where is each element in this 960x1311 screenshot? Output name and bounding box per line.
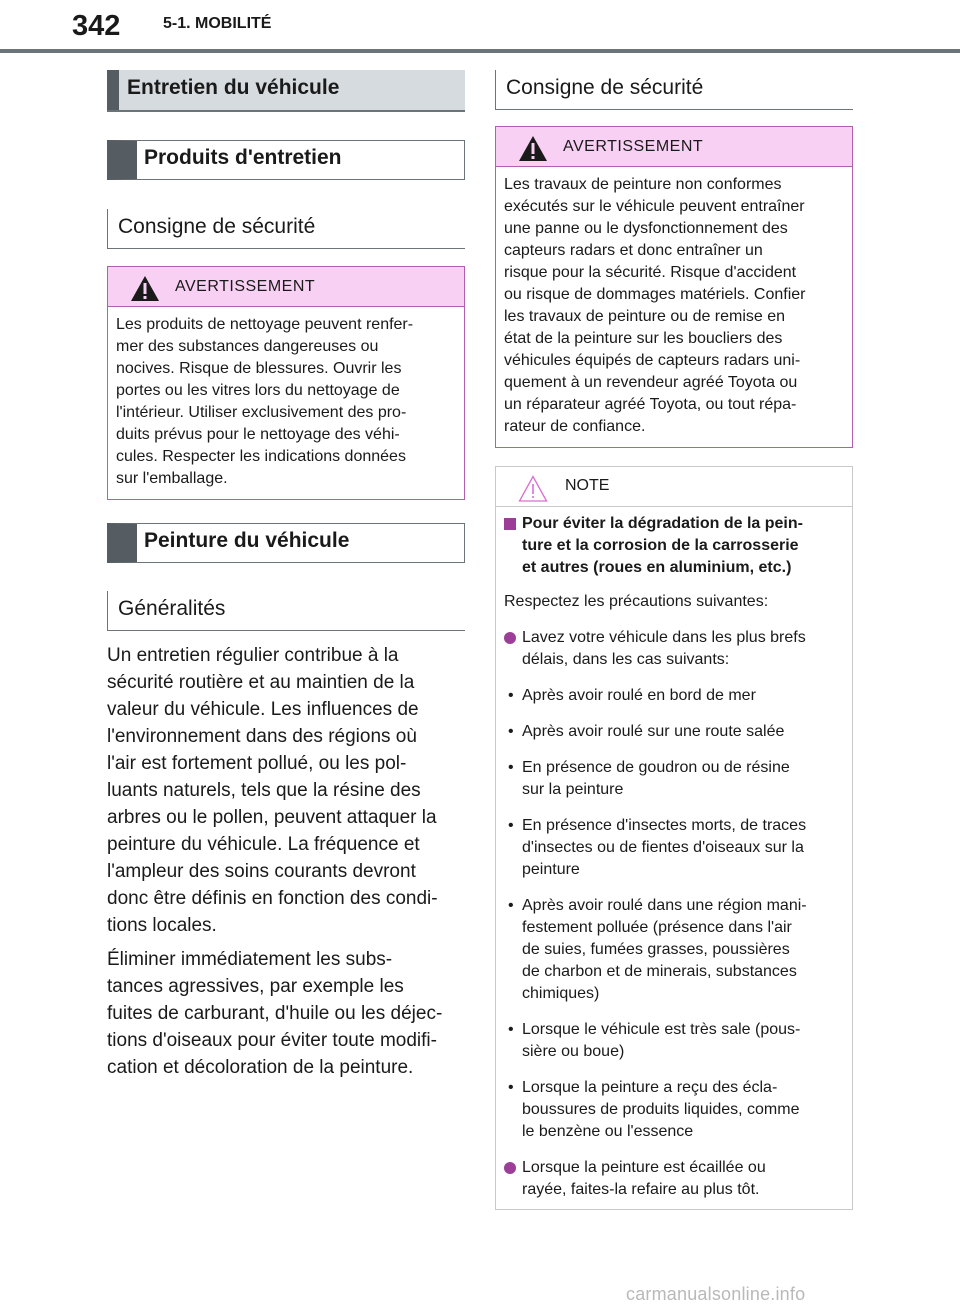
warning-line: capteurs radars et donc entraîner un <box>504 242 763 259</box>
note-body <box>496 507 852 1209</box>
note-line: Lorsque la peinture est écaillée ou <box>522 1159 766 1176</box>
paragraph-entretien <box>107 642 465 939</box>
note-line: délais, dans les cas suivants: <box>522 651 730 668</box>
minor-heading-generalites: Généralités <box>107 591 465 631</box>
paragraph-line: l'ampleur des soins courants devront <box>107 861 416 882</box>
bullet-icon: • <box>508 897 514 914</box>
note-line: En présence d'insectes morts, de traces <box>522 817 807 834</box>
note-intro: Respectez les précautions suivantes: <box>504 593 769 610</box>
warning-line: quement à un revendeur agréé Toyota ou <box>504 374 798 391</box>
paragraph-line: tances agressives, par exemple les <box>107 976 404 997</box>
note-line: sur la peinture <box>522 781 624 798</box>
paragraph-line: arbres ou le pollen, peuvent attaquer la <box>107 807 437 828</box>
note-line: Après avoir roulé dans une région mani- <box>522 897 807 914</box>
bullet-icon: • <box>508 759 514 776</box>
warning-line: un réparateur agréé Toyota, ou tout répa- <box>504 396 797 413</box>
warning-line: exécutés sur le véhicule peuvent entraîner <box>504 198 805 215</box>
warning-line: nocives. Risque de blessures. Ouvrir les <box>116 360 402 377</box>
warning-line: mer des substances dangereuses ou <box>116 338 379 355</box>
warning-box <box>495 126 853 448</box>
paragraph-line: Éliminer immédiatement les subs- <box>107 949 393 970</box>
section-label: 5-1. MOBILITÉ <box>163 15 272 32</box>
watermark: carmanualsonline.info <box>626 1284 806 1304</box>
warning-line: Les produits de nettoyage peuvent renfer- <box>116 316 414 333</box>
left-column <box>107 70 465 1081</box>
paragraph-line: luants naturels, tels que la résine des <box>107 780 421 801</box>
paragraph-line: Un entretien régulier contribue à la <box>107 645 399 666</box>
paragraph-line: sécurité routière et au maintien de la <box>107 672 415 693</box>
note-header <box>496 467 852 507</box>
note-subheading <box>504 513 842 579</box>
note-line: festement polluée (présence dans l'air <box>522 919 792 936</box>
note-line: sière ou boue) <box>522 1043 625 1060</box>
note-line: rayée, faites-la refaire au plus tôt. <box>522 1181 760 1198</box>
paragraph-line: fuites de carburant, d'huile ou les déjec- <box>107 1003 443 1024</box>
paragraph-line: l'air est fortement pollué, ou les pol- <box>107 753 407 774</box>
note-subheading-line: et autres (roues en aluminium, etc.) <box>522 559 792 576</box>
warning-title: AVERTISSEMENT <box>175 278 316 295</box>
warning-triangle-icon <box>518 135 548 162</box>
note-line: Après avoir roulé en bord de mer <box>522 687 756 704</box>
bullet-icon: • <box>508 723 514 740</box>
caution-outline-icon <box>518 475 548 502</box>
note-line: boussures de produits liquides, comme <box>522 1101 800 1118</box>
warning-line: état de la peinture sur les boucliers des <box>504 330 783 347</box>
note-line: Lavez votre véhicule dans les plus brefs <box>522 629 806 646</box>
note-line: peinture <box>522 861 580 878</box>
warning-line: ou risque de dommages matériels. Confier <box>504 286 806 303</box>
minor-heading-consigne-right: Consigne de sécurité <box>495 70 853 110</box>
paragraph-line: tions d'oiseaux pour éviter toute modifi- <box>107 1030 437 1051</box>
note-box <box>495 466 853 1210</box>
note-line: Après avoir roulé sur une route salée <box>522 723 785 740</box>
note-bullet-item <box>504 685 842 707</box>
note-bullet-item <box>504 1019 842 1063</box>
warning-triangle-icon <box>130 275 160 302</box>
page-number: 342 <box>72 10 121 42</box>
paragraph-line: donc être définis en fonction des condi- <box>107 888 438 909</box>
page-header <box>0 0 960 54</box>
warning-line: Les travaux de peinture non conformes <box>504 176 782 193</box>
warning-line: une panne ou le dysfonctionnement des <box>504 220 788 237</box>
note-line: En présence de goudron ou de résine <box>522 759 790 776</box>
note-title: NOTE <box>565 477 610 494</box>
warning-line: risque pour la sécurité. Risque d'accident <box>504 264 797 281</box>
warning-line: les travaux de peinture ou de remise en <box>504 308 786 325</box>
bullet-icon: • <box>508 687 514 704</box>
paragraph-line: valeur du véhicule. Les influences de <box>107 699 419 720</box>
note-bullet-item <box>504 815 842 881</box>
note-subheading-line: ture et la corrosion de la carrosserie <box>522 537 799 554</box>
note-line: de suies, fumées grasses, poussières <box>522 941 790 958</box>
bullet-icon: • <box>508 1079 514 1096</box>
square-bullet-icon <box>504 518 516 530</box>
note-line: de charbon et de minerais, substances <box>522 963 797 980</box>
bullet-icon: • <box>508 817 514 834</box>
note-bullet-item <box>504 1077 842 1143</box>
paragraph-line: tions locales. <box>107 915 217 936</box>
circle-bullet-icon <box>504 632 516 644</box>
warning-header <box>108 267 464 307</box>
note-line: d'insectes ou de fientes d'oiseaux sur la <box>522 839 804 856</box>
sub-heading-peinture: Peinture du véhicule <box>107 523 465 563</box>
bullet-icon: • <box>508 1021 514 1038</box>
warning-line: cules. Respecter les indications données <box>116 448 406 465</box>
warning-title: AVERTISSEMENT <box>563 138 704 155</box>
right-column <box>495 70 853 1210</box>
note-circle-item <box>504 1157 842 1201</box>
note-line: Lorsque le véhicule est très sale (pous- <box>522 1021 801 1038</box>
header-rule <box>0 49 960 53</box>
minor-heading-consigne: Consigne de sécurité <box>107 209 465 249</box>
paragraph-line: cation et décoloration de la peinture. <box>107 1057 414 1078</box>
warning-text <box>496 167 852 447</box>
note-bullet-item <box>504 895 842 1005</box>
circle-bullet-icon <box>504 1162 516 1174</box>
note-circle-item <box>504 627 842 671</box>
note-line: le benzène ou l'essence <box>522 1123 694 1140</box>
warning-text <box>108 307 464 499</box>
note-line: chimiques) <box>522 985 600 1002</box>
warning-box <box>107 266 465 500</box>
warning-header <box>496 127 852 167</box>
note-bullet-item <box>504 757 842 801</box>
paragraph-eliminer <box>107 946 465 1081</box>
note-line: Lorsque la peinture a reçu des écla- <box>522 1079 778 1096</box>
warning-line: sur l'emballage. <box>116 470 228 487</box>
paragraph-line: peinture du véhicule. La fréquence et <box>107 834 420 855</box>
warning-line: duits prévus pour le nettoyage des véhi- <box>116 426 400 443</box>
warning-line: rateur de confiance. <box>504 418 646 435</box>
warning-line: portes ou les vitres lors du nettoyage de <box>116 382 400 399</box>
note-bullet-item <box>504 721 842 743</box>
warning-line: l'intérieur. Utiliser exclusivement des pro- <box>116 404 407 421</box>
chapter-heading: Entretien du véhicule <box>107 70 465 110</box>
note-subheading-line: Pour éviter la dégradation de la pein- <box>522 515 803 532</box>
warning-line: véhicules équipés de capteurs radars uni- <box>504 352 801 369</box>
sub-heading-produits: Produits d'entretien <box>107 140 465 180</box>
paragraph-line: l'environnement dans des régions où <box>107 726 417 747</box>
